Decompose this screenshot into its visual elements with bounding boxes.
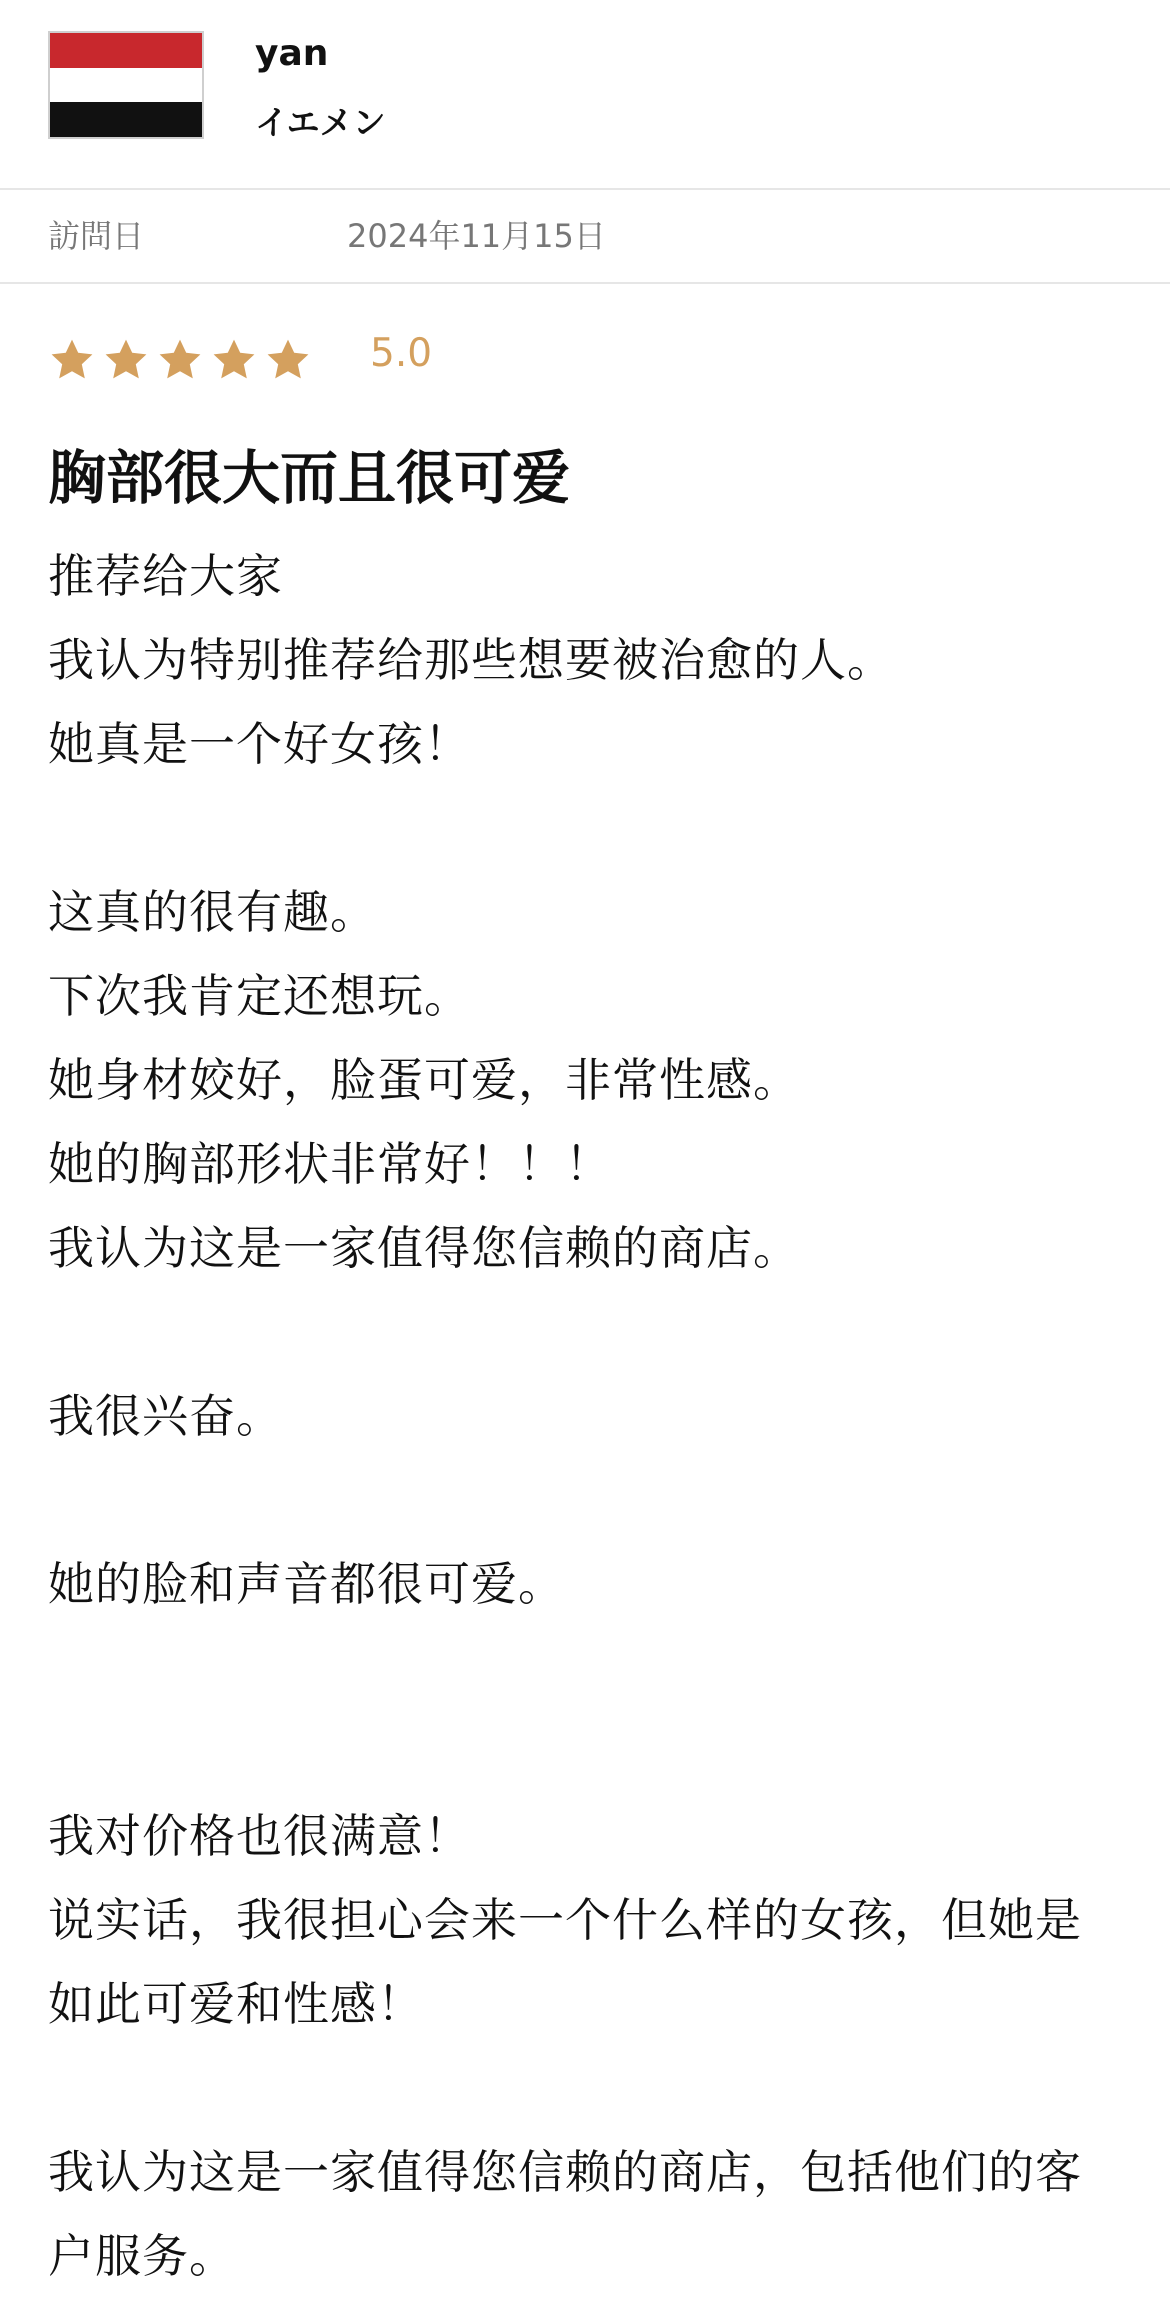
review-line	[48, 786, 1128, 870]
rating	[48, 330, 432, 390]
rating-score: 5.0	[370, 331, 433, 376]
star-rating	[48, 336, 318, 384]
review-line: 如此可爱和性感！	[48, 1977, 424, 2031]
star-icon	[102, 336, 150, 384]
review-line: 她真是一个好女孩！	[48, 717, 471, 771]
visit-date-label: 訪問日	[48, 217, 145, 255]
review-line: 说实话，我很担心会来一个什么样的女孩，但她是	[48, 1893, 1082, 1947]
review-line: 我很兴奋。	[48, 1389, 283, 1443]
review-line: 我认为这是一家值得您信赖的商店。	[48, 1221, 800, 1275]
review-line: 下次我肯定还想玩。	[48, 969, 471, 1023]
visit-date-value: 2024年11月15日	[347, 217, 606, 255]
reviewer-header	[0, 0, 1170, 190]
reviewer-name: yan	[255, 33, 329, 74]
star-icon	[48, 336, 96, 384]
review-line: 这真的很有趣。	[48, 885, 377, 939]
review-line	[48, 1458, 1128, 1542]
review-line	[48, 1710, 1128, 1794]
review-line	[48, 1626, 1128, 1710]
review-body	[48, 534, 1128, 2298]
visit-date-row	[0, 190, 1170, 284]
review-line: 我对价格也很满意！	[48, 1809, 471, 1863]
yemen-flag-icon	[48, 31, 204, 139]
star-icon	[156, 336, 204, 384]
review-line	[48, 2046, 1128, 2130]
review-line: 我认为这是一家值得您信赖的商店，包括他们的客	[48, 2145, 1082, 2199]
review-line: 她的胸部形状非常好！！！	[48, 1137, 612, 1191]
review-line: 她的脸和声音都很可爱。	[48, 1557, 565, 1611]
star-icon	[264, 336, 312, 384]
review-line	[48, 1290, 1128, 1374]
star-icon	[210, 336, 258, 384]
review-line: 她身材姣好，脸蛋可爱，非常性感。	[48, 1053, 800, 1107]
review-line: 户服务。	[48, 2229, 236, 2283]
review-title: 胸部很大而且很可爱	[48, 444, 571, 512]
review-line: 我认为特别推荐给那些想要被治愈的人。	[48, 633, 894, 687]
review-line: 推荐给大家	[48, 549, 283, 603]
reviewer-country: イエメン	[255, 103, 386, 142]
